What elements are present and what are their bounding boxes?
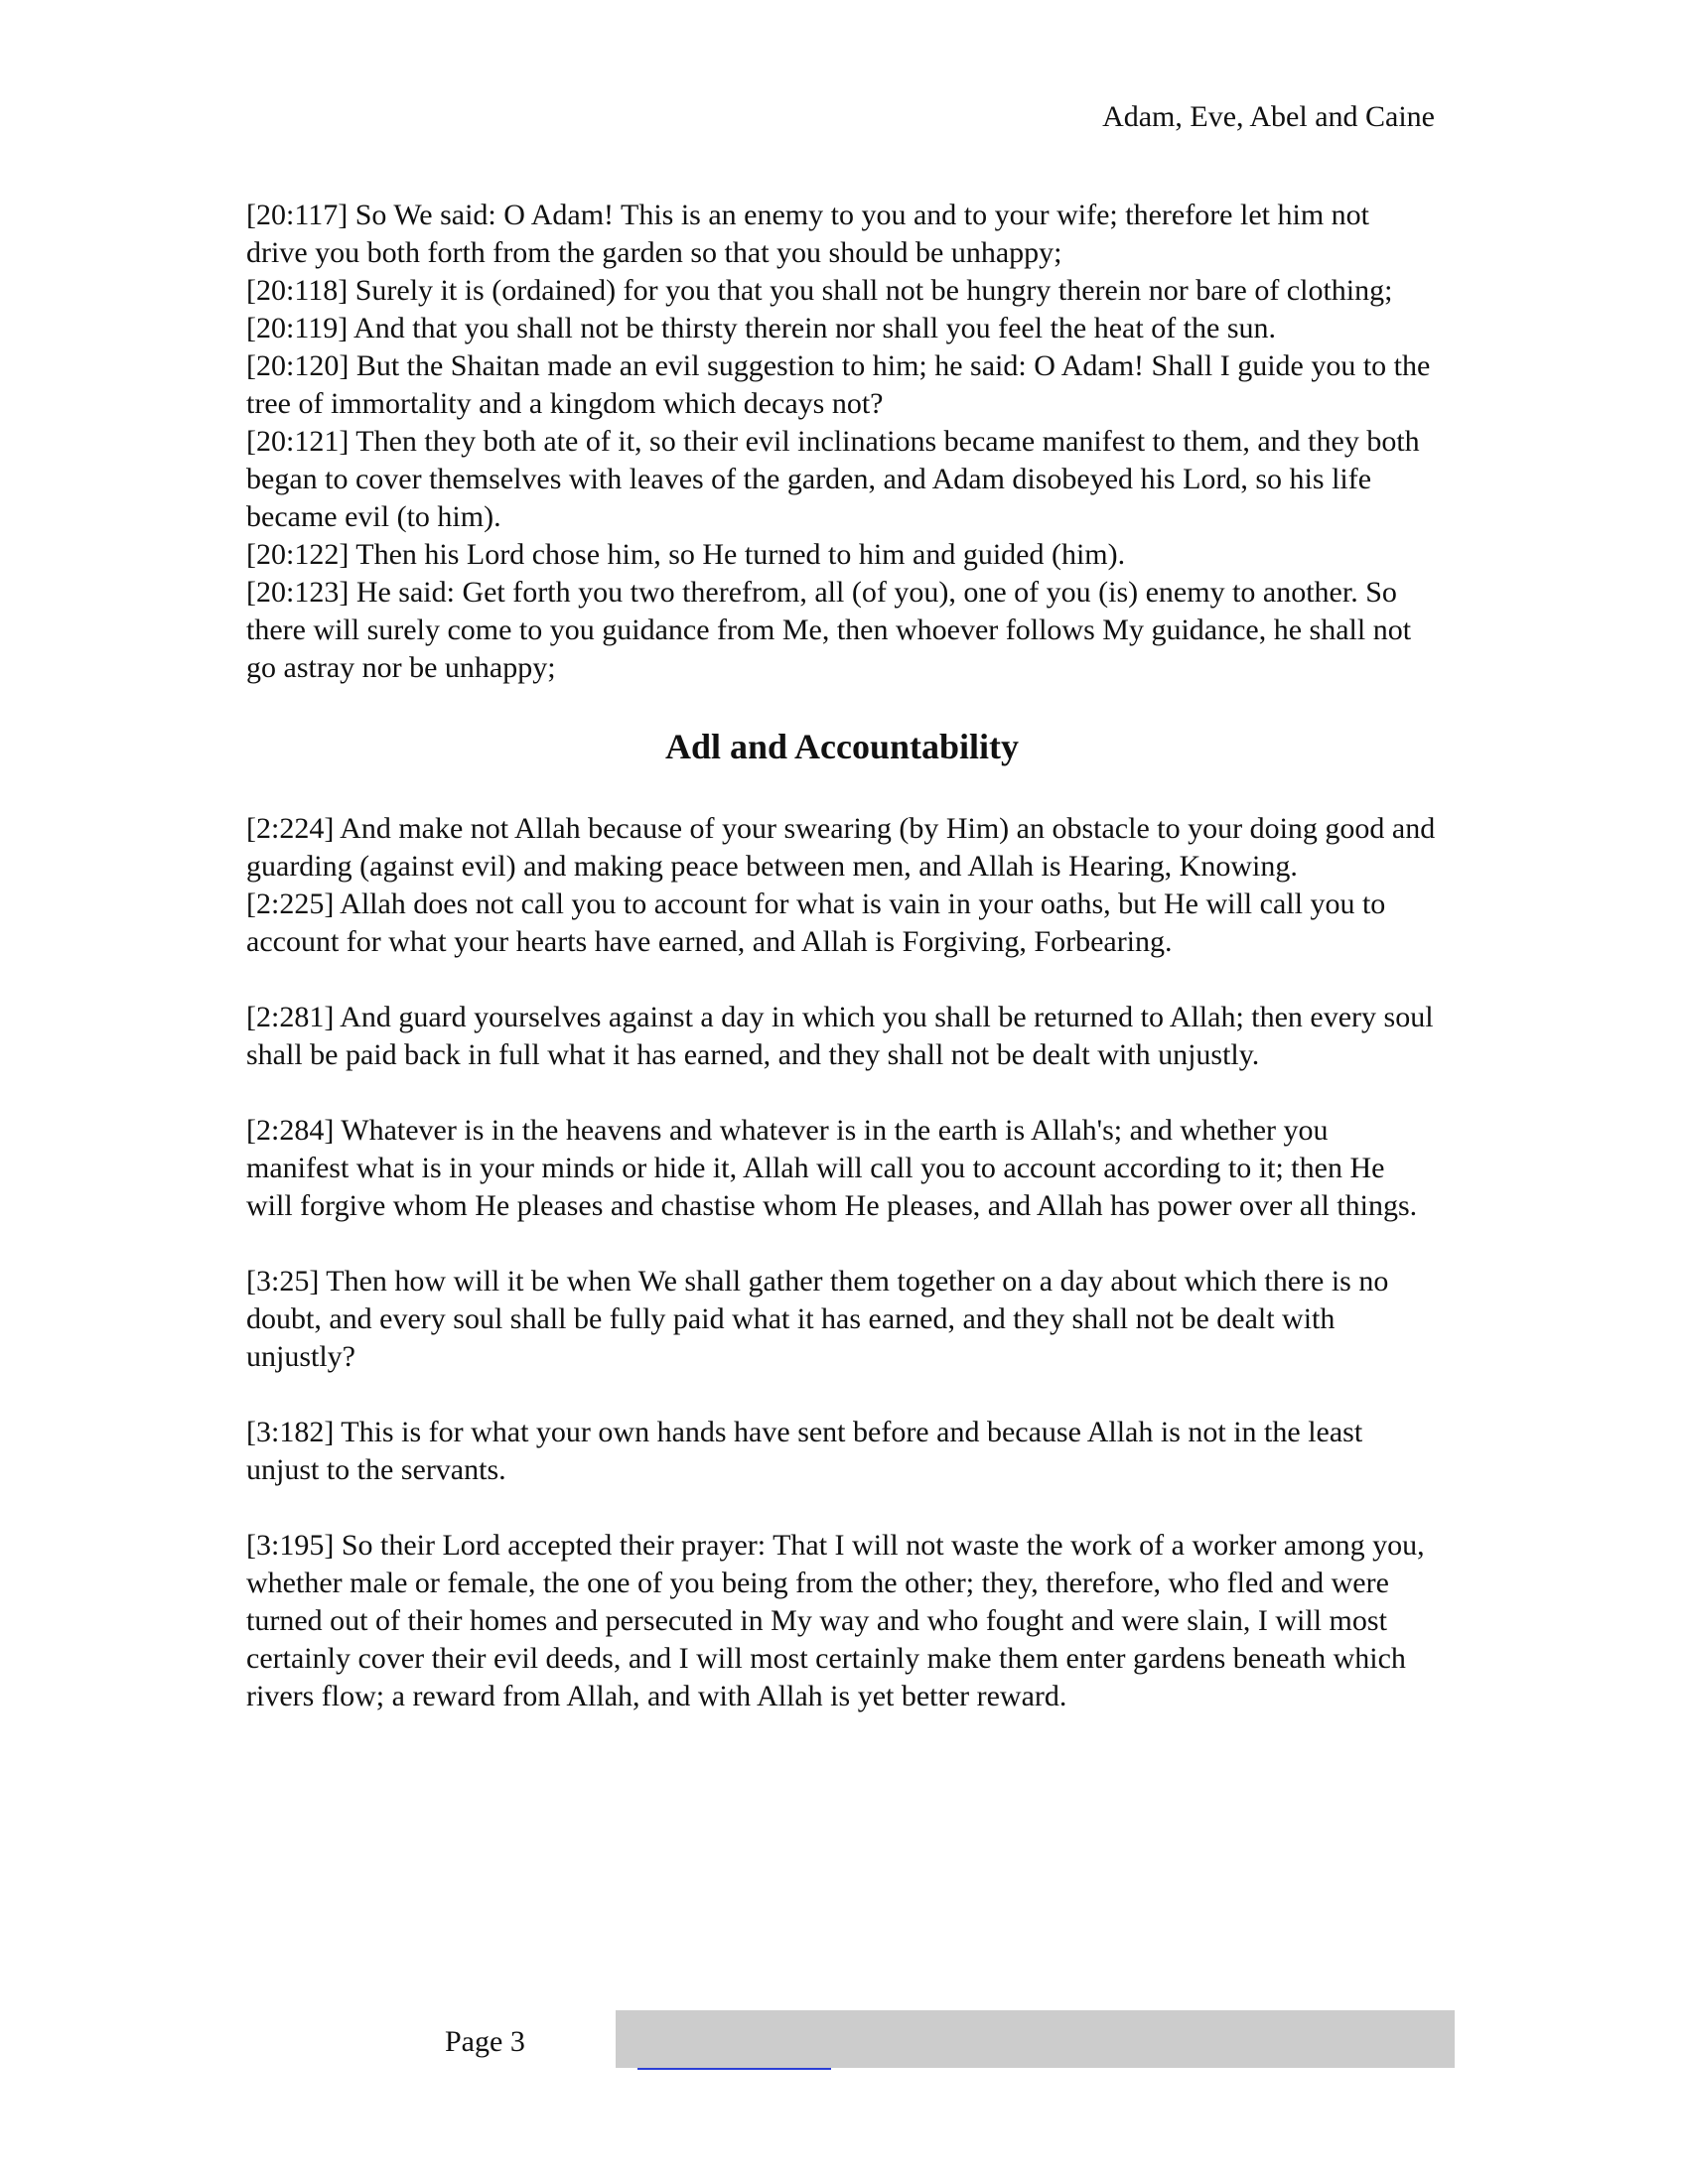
verse-20-120: [20:120] But the Shaitan made an evil suggestion to him; he said: O Adam! Shall I guide you to the tree of immortality and a kingdom which decays not? [246, 349, 1431, 420]
footer-bar [616, 2010, 1455, 2068]
continuation-verses [246, 197, 1438, 687]
verse-20-119: [20:119] And that you shall not be thirsty therein nor shall you feel the heat of the sun. [246, 312, 1277, 344]
verse-20-121: [20:121] Then they both ate of it, so their evil inclinations became manifest to them, and they both began to cover themselves with leaves of the garden, and Adam disobeyed his Lord, so his life became evil (to him). [246, 425, 1420, 533]
footer-link[interactable] [637, 2068, 831, 2070]
section-heading: Adl and Accountability [664, 727, 1020, 766]
page-body [246, 197, 1438, 1715]
verse-2-225: [2:225] Allah does not call you to account for what is vain in your oaths, but He will call you to account for what your hearts have earned, and Allah is Forgiving, Forbearing. [246, 887, 1386, 958]
verse-20-118: [20:118] Surely it is (ordained) for you that you shall not be hungry therein nor bare of clothing; [246, 274, 1393, 307]
page-footer [0, 2010, 1688, 2080]
running-header: Adam, Eve, Abel and Caine [1102, 100, 1435, 133]
verse-20-117: [20:117] So We said: O Adam! This is an enemy to you and to your wife; therefore let him not drive you both forth from the garden so that you should be unhappy; [246, 199, 1369, 269]
verse-20-122: [20:122] Then his Lord chose him, so He turned to him and guided (him). [246, 538, 1126, 571]
verse-20-123: [20:123] He said: Get forth you two therefrom, all (of you), one of you (is) enemy to another. So there will surely come to you guidance from Me, then whoever follows My guidance, he shall not go astray nor be unhappy; [246, 576, 1412, 684]
verse-3-25: [3:25] Then how will it be when We shall gather them together on a day about which there is no doubt, and every soul shall be fully paid what it has earned, and they shall not be dealt with unjustly? [246, 1265, 1389, 1373]
verse-group-2-224 [246, 810, 1438, 961]
verse-2-281: [2:281] And guard yourselves against a day in which you shall be returned to Allah; then every soul shall be paid back in full what it has earned, and they shall not be dealt with unjustly. [246, 1001, 1434, 1071]
verse-2-224: [2:224] And make not Allah because of your swearing (by Him) an obstacle to your doing good and guarding (against evil) and making peace between men, and Allah is Hearing, Knowing. [246, 812, 1436, 883]
page-number: Page 3 [445, 2025, 525, 2058]
verse-3-195: [3:195] So their Lord accepted their prayer: That I will not waste the work of a worker among you, whether male or female, the one of you being from the other; they, therefore, who fled and were turned out of their homes and persecuted in My way and who fought and were slain, I will most certainly cover their evil deeds, and I will most certainly make them enter gardens beneath which rivers flow; a reward from Allah, and with Allah is yet better reward. [246, 1529, 1425, 1712]
verse-3-182: [3:182] This is for what your own hands have sent before and because Allah is not in the least unjust to the servants. [246, 1416, 1363, 1486]
verse-2-284: [2:284] Whatever is in the heavens and whatever is in the earth is Allah's; and whether you manifest what is in your minds or hide it, Allah will call you to account according to it; then He will forgive whom He pleases and chastise whom He pleases, and Allah has power over all things. [246, 1114, 1418, 1222]
